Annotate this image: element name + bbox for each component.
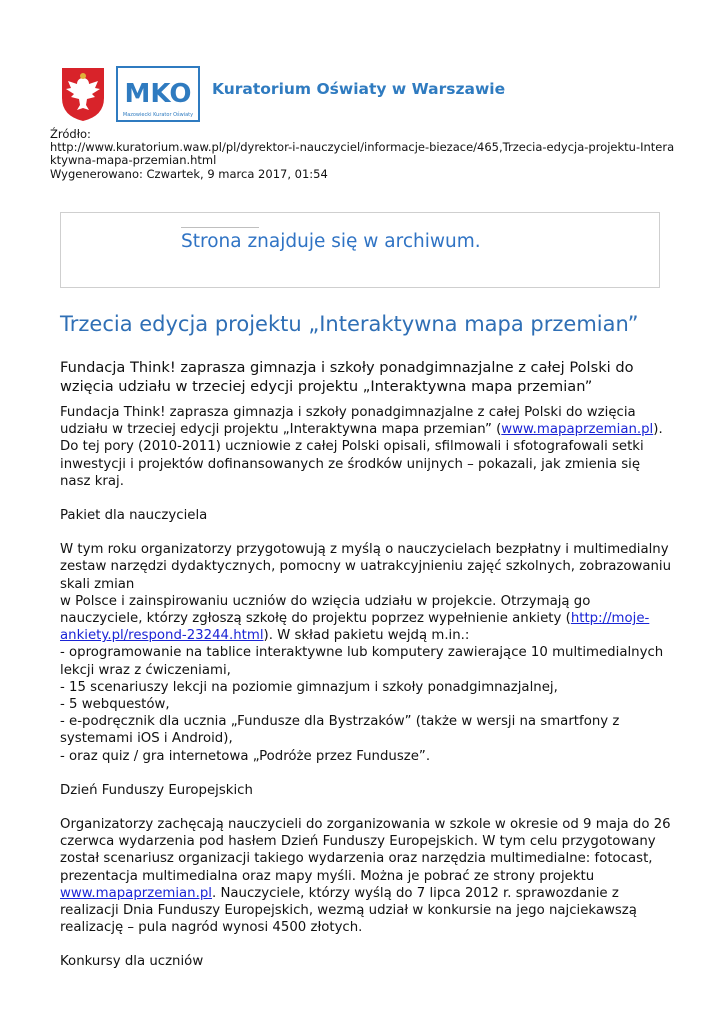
page-title: Trzecia edycja projektu „Interaktywna mapa przemian”	[60, 312, 639, 336]
list-item: - oprogramowanie na tablice interaktywne lub komputery zawierające 10 multimedialnych lekcji wraz z ćwiczeniami,	[60, 645, 664, 678]
article-body	[60, 404, 672, 971]
intro-text-a: Fundacja Think! zaprasza gimnazja i szkoły ponadgimnazjalne z całej Polski do wzięcia udziału w trzeciej edycji projektu „Interaktywna mapa przemian” (	[60, 405, 636, 438]
pack-text-a: W tym roku organizatorzy przygotowują z myślą o nauczycielach bezpłatny i multimedialny zestaw narzędzi dydaktycznych, pomocny w uatrakcyjnieniu zajęć szkolnych, zobrazowaniu skali zmian	[60, 542, 672, 592]
polish-emblem-icon	[60, 66, 106, 122]
org-name: Kuratorium Oświaty w Warszawie	[212, 80, 506, 98]
pack-text-b: w Polsce i zainspirowaniu uczniów do wzięcia udziału w projekcie. Otrzymają go nauczyciele, którzy zgłoszą szkołę do projektu poprzez wypełnienie ankiety (	[60, 593, 591, 627]
generated-timestamp: Wygenerowano: Czwartek, 9 marca 2017, 01:54	[50, 166, 328, 181]
survey-link[interactable]: http://moje-ankiety.pl/respond-23244.html	[60, 611, 650, 644]
list-item: - 15 scenariuszy lekcji na poziomie gimnazjum i szkoły ponadgimnazjalnej,	[60, 679, 558, 695]
archive-notice-box	[60, 212, 660, 288]
mko-logo-text: MKO	[124, 79, 192, 109]
page-header	[60, 64, 505, 124]
heading-student-contests: Konkursy dla uczniów	[60, 954, 204, 970]
paragraph-intro	[60, 404, 672, 490]
archive-divider	[181, 227, 259, 228]
source-label: Źródło:	[50, 127, 91, 141]
source-meta	[50, 128, 680, 181]
day-text-a: Organizatorzy zachęcają nauczycieli do zorganizowania w szkole w okresie od 9 maja do 26 czerwca wydarzenia pod hasłem Dzień Funduszy Europejskich. W tym celu przygotowany został scenariusz organizacji takiego wydarzenia oraz narzędzia multimedialne: fotocast, prezentacja multimedialna oraz mapy myśli. Można je pobrać ze strony projektu	[60, 817, 671, 884]
mapaprzemian-link[interactable]: www.mapaprzemian.pl	[501, 422, 654, 438]
mko-logo-caption: Mazowiecki Kurator Oświaty	[122, 112, 194, 118]
paragraph-eu-funds-day	[60, 816, 672, 936]
mko-logo	[116, 66, 200, 122]
heading-eu-funds-day: Dzień Funduszy Europejskich	[60, 782, 253, 798]
pack-text-c: ). W skład pakietu wejdą m.in.:	[263, 628, 470, 644]
article-lead: Fundacja Think! zaprasza gimnazja i szkoły ponadgimnazjalne z całej Polski do wzięcia udziału w trzeciej edycji projektu „Interaktywna mapa przemian”	[60, 359, 634, 395]
list-item: - oraz quiz / gra internetowa „Podróże przez Fundusze”.	[60, 748, 431, 764]
intro-text-b: ). Do tej pory (2010-2011) uczniowie z całej Polski opisali, sfilmowali i sfotografowali setki inwestycji i projektów dofinansowanych ze środków unijnych – pokazali, jak zmienia się nasz kraj.	[60, 422, 663, 489]
mapaprzemian-link-2[interactable]: www.mapaprzemian.pl	[60, 885, 212, 901]
day-text-b: . Nauczyciele, którzy wyślą do 7 lipca 2012 r. sprawozdanie z realizacji Dnia Funduszy Europejskich, wezmą udział w konkursie na jego najciekawszą realizację – pula nagród wynosi 4500 złotych.	[60, 885, 637, 936]
heading-teacher-pack: Pakiet dla nauczyciela	[60, 508, 208, 524]
archive-notice: Strona znajduje się w archiwum.	[181, 231, 481, 252]
paragraph-teacher-pack	[60, 541, 672, 644]
list-item: - e-podręcznik dla ucznia „Fundusze dla Bystrzaków” (także w wersji na smartfony z systemami iOS i Android),	[60, 714, 620, 747]
list-item: - 5 webquestów,	[60, 697, 170, 713]
source-url: http://www.kuratorium.waw.pl/pl/dyrektor-i-nauczyciel/informacje-biezace/465,Trzecia-edycja-projektu-Interaktywna-mapa-przemian.html	[50, 140, 675, 168]
